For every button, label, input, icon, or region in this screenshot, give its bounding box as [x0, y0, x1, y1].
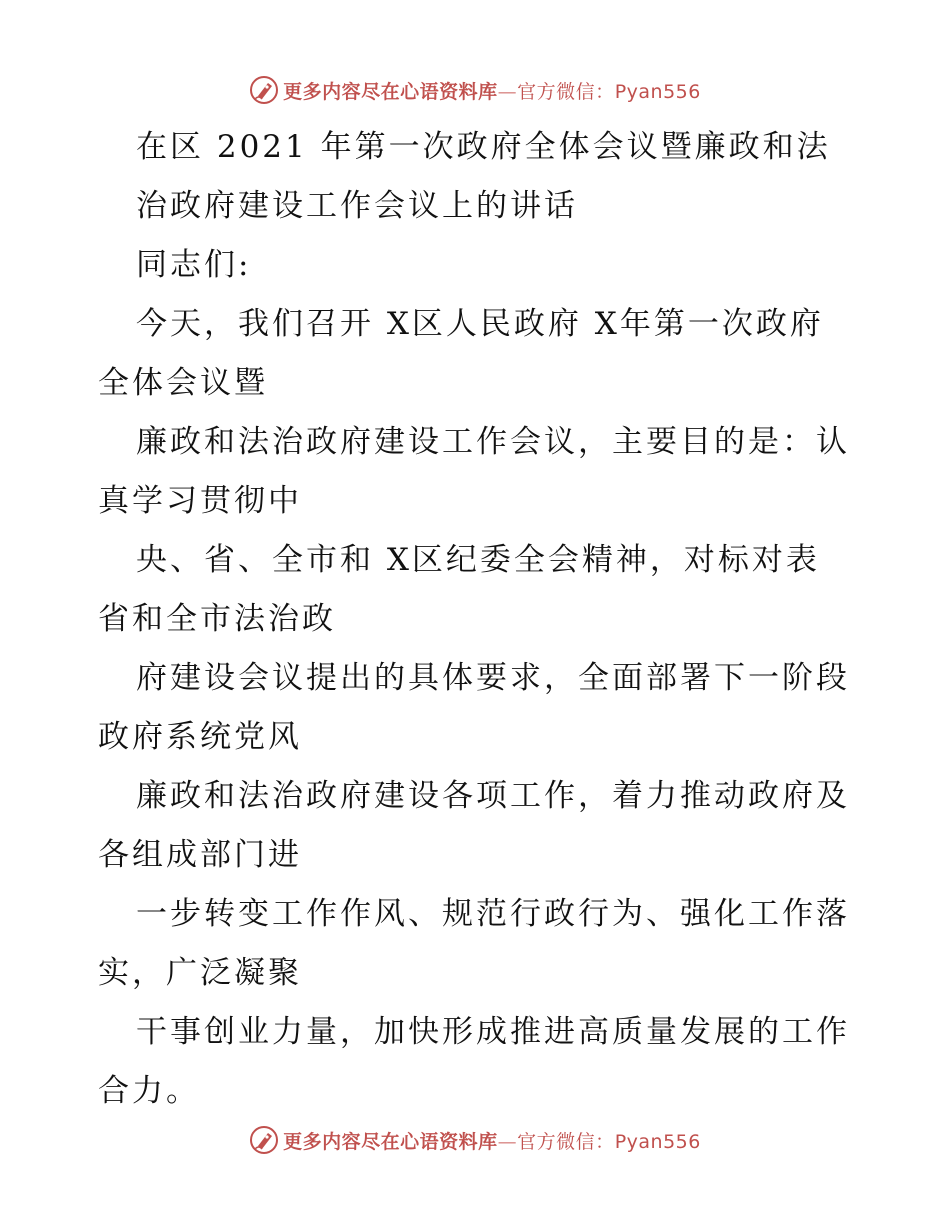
banner-separator: — — [497, 80, 518, 103]
header-banner — [0, 70, 950, 110]
paragraph-line: 干事创业力量，加快形成推进高质量发展的工作 — [136, 1014, 850, 1050]
paragraph-line: 真学习贯彻中 — [98, 483, 302, 519]
banner-wechat-id: Pyan556 — [614, 1130, 701, 1153]
paragraph-line: 省和全市法治政 — [98, 601, 336, 637]
paragraph-line: 全体会议暨 — [98, 365, 268, 401]
salutation: 同志们: — [136, 247, 252, 283]
document-title-line-1: 在区 2021 年第一次政府全体会议暨廉政和法 — [136, 129, 831, 165]
paragraph-line: 实，广泛凝聚 — [98, 955, 302, 991]
paragraph-line: 央、省、全市和 X区纪委全会精神，对标对表 — [136, 542, 820, 578]
paragraph-line: 廉政和法治政府建设各项工作，着力推动政府及 — [136, 778, 850, 814]
document-title-line-2: 治政府建设工作会议上的讲话 — [136, 188, 578, 224]
paragraph-line: 各组成部门进 — [98, 837, 302, 873]
paragraph-line: 合力。 — [98, 1073, 200, 1109]
pen-nib-icon — [249, 1125, 279, 1155]
banner-separator: — — [497, 1130, 518, 1153]
paragraph-line: 一步转变工作作风、规范行政行为、强化工作落 — [136, 896, 850, 932]
banner-text — [283, 1127, 701, 1154]
banner-wechat-id: Pyan556 — [614, 80, 701, 103]
document-body — [98, 118, 868, 1121]
banner-main-text: 更多内容尽在心语资料库 — [283, 80, 498, 103]
paragraph-line: 今天，我们召开 X区人民政府 X年第一次政府 — [136, 306, 824, 342]
paragraph-line: 廉政和法治政府建设工作会议，主要目的是：认 — [136, 424, 850, 460]
banner-official-label: 官方微信： — [517, 80, 615, 103]
banner-main-text: 更多内容尽在心语资料库 — [283, 1130, 498, 1153]
footer-banner — [0, 1120, 950, 1160]
paragraph-line: 政府系统党风 — [98, 719, 302, 755]
banner-text — [283, 77, 701, 104]
pen-nib-icon — [249, 75, 279, 105]
paragraph-line: 府建设会议提出的具体要求，全面部署下一阶段 — [136, 660, 850, 696]
banner-official-label: 官方微信： — [517, 1130, 615, 1153]
